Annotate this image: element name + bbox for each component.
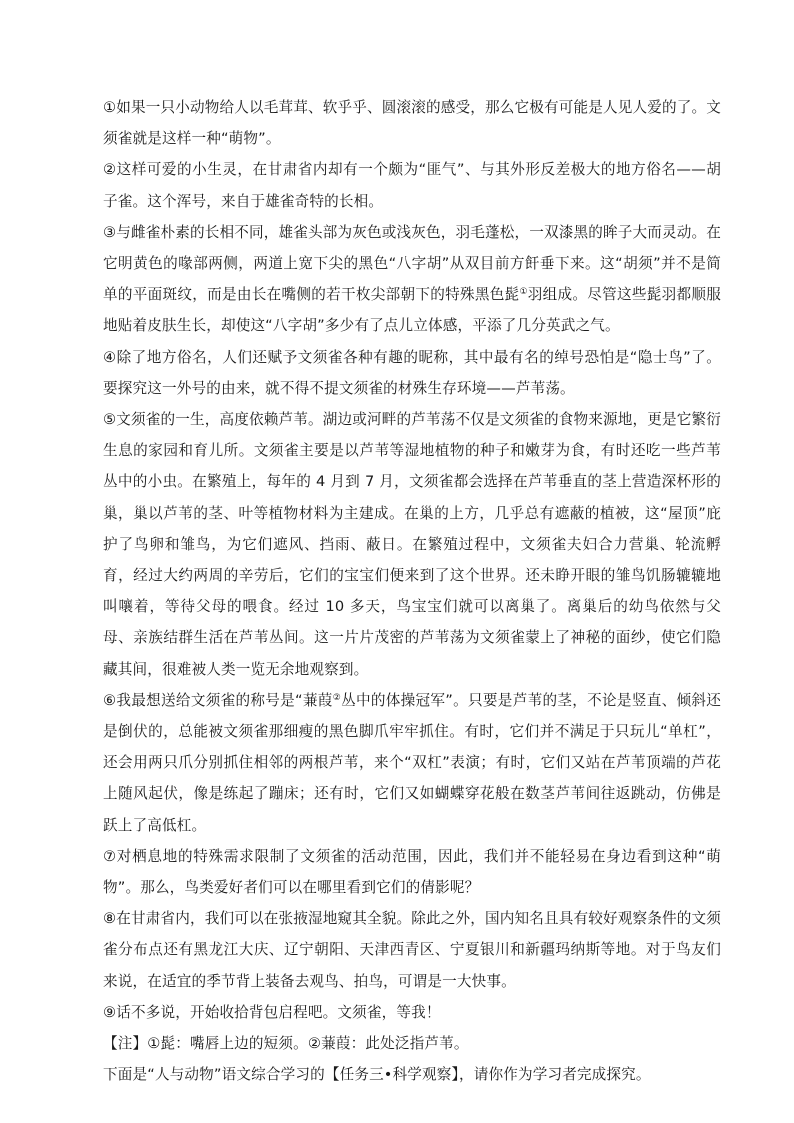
paragraph-9: ⑨话不多说，开始收拾背包启程吧。文须雀，等我！ bbox=[103, 1003, 441, 1021]
document-body bbox=[103, 92, 721, 1091]
paragraph-6-text-b: 丛中的体操冠军”。只要是芦苇的茎，不论是竖直、倾斜还是倒伏的，总能被文须雀那细瘦的黑色脚爪牢牢抓住。有时，它们并不满足于只玩儿“单杠”，还会用两只爪分别抓住相邻的两根芦苇，来个“双杠”表演；有时，它们又站在芦苇顶端的芦花上随风起伏，像是练起了蹦床；还有时，它们又如蝴蝶穿花般在数茎芦苇间往返跳动，仿佛是跃上了高低杠。 bbox=[103, 691, 722, 834]
paragraph-3-text-b: 羽组成。尽管这些髭羽都顺服地贴着皮肤生长，却使这“八字胡”多少有了点儿立体感，平添了几分英武之气。 bbox=[103, 286, 722, 335]
task-instruction: 下面是“人与动物”语文综合学习的【任务三•科学观察】，请你作为学习者完成探究。 bbox=[103, 1066, 651, 1084]
paragraph-6 bbox=[103, 685, 721, 841]
footnote-marker-1: ① bbox=[519, 287, 528, 298]
footnote-notes: 【注】①髭：嘴唇上边的短须。②蒹葭：此处泛指芦苇。 bbox=[103, 1035, 469, 1053]
paragraph-2: ②这样可爱的小生灵，在甘肃省内却有一个颇为“匪气”、与其外形反差极大的地方俗名——胡子雀。这个浑号，来自于雄雀奇特的长相。 bbox=[103, 161, 721, 210]
paragraph-8: ⑧在甘肃省内，我们可以在张掖湿地窥其全貌。除此之外，国内知名且具有较好观察条件的文须雀分布点还有黑龙江大庆、辽宁朝阳、天津西青区、宁夏银川和新疆玛纳斯等地。对于鸟友们来说，在适宜的季节背上装备去观鸟、拍鸟，可谓是一大快事。 bbox=[103, 910, 721, 990]
paragraph-3-text-a: ③与雌雀朴素的长相不同，雄雀头部为灰色或浅灰色，羽毛蓬松，一双漆黑的眸子大而灵动。在它明黄色的喙部两侧，两道上宽下尖的黑色“八字胡”从双目前方飦垂下来。这“胡须”并不是简单的平面斑纹，而是由长在嘴侧的若干枚尖部朝下的特殊黑色髭 bbox=[103, 223, 721, 304]
paragraph-3 bbox=[103, 217, 721, 342]
paragraph-5: ⑤文须雀的一生，高度依赖芦苇。湖边或河畔的芦苇荡不仅是文须雀的食物来源地，更是它繁衍生息的家园和育儿所。文须雀主要是以芦苇等湿地植物的种子和嫩芽为食，有时还吃一些芦苇丛中的小虫。在繁殖上，每年的 4 月到 7 月，文须雀都会选择在芦苇垂直的茎上营造深杯形的巢，巢以芦苇的茎、叶等植物材料为主建成。在巢的上方，几乎总有遮蔽的植被，这“屋顶”庇护了鸟卵和雏鸟，为它们遮风、挡雨、蔽日。在繁殖过程中，文须雀夫妇合力营巢、轮流孵育，经过大约两周的辛劳后，它们的宝宝们便来到了这个世界。还未睁开眼的雏鸟饥肠辘辘地叫嚷着，等待父母的喂食。经过 10 多天，鸟宝宝们就可以离巢了。离巢后的幼鸟依然与父母、亲族结群生活在芦苇丛间。这一片片茂密的芦苇荡为文须雀蒙上了神秘的面纱，使它们隐藏其间，很难被人类一览无余地观察到。 bbox=[103, 411, 721, 678]
paragraph-4: ④除了地方俗名，人们还赋予文须雀各种有趣的昵称，其中最有名的绰号恐怕是“隐士鸟”了。要探究这一外号的由来，就不得不提文须雀的材殊生存环境——芦苇荡。 bbox=[103, 348, 721, 397]
paragraph-1: ①如果一只小动物给人以毛茸茸、软乎乎、圆滚滚的感受，那么它极有可能是人见人爱的了。文须雀就是这样一种“萌物”。 bbox=[103, 99, 721, 148]
paragraph-6-text-a: ⑥我最想送给文须雀的称号是“蒹葭 bbox=[103, 691, 333, 709]
footnote-marker-2: ② bbox=[332, 692, 342, 703]
paragraph-7: ⑦对栖息地的特殊需求限制了文须雀的活动范围，因此，我们并不能轻易在身边看到这种“萌物”。那么，鸟类爱好者们可以在哪里看到它们的倩影呢？ bbox=[103, 847, 722, 897]
